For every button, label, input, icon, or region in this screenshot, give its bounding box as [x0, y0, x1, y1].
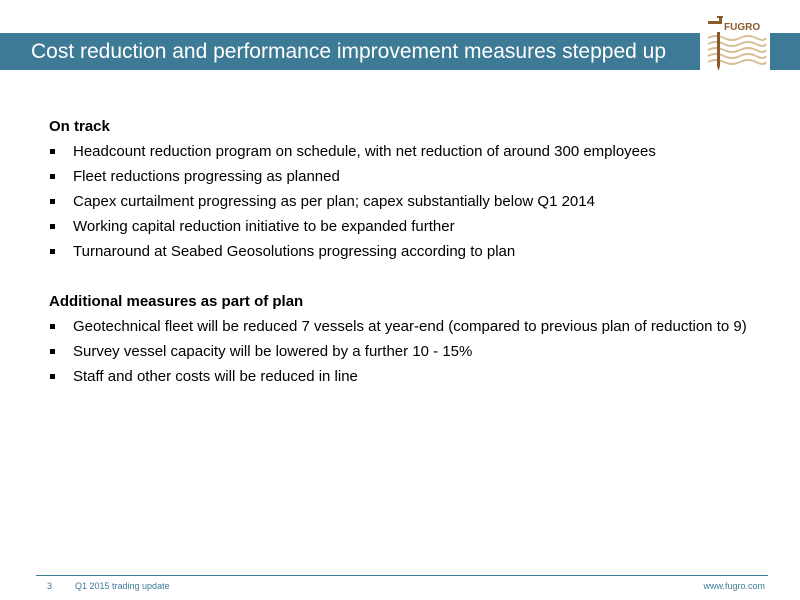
- bullet-square-icon: [50, 374, 55, 379]
- list-item-text: Turnaround at Seabed Geosolutions progressing according to plan: [73, 243, 516, 260]
- svg-text:FUGRO: FUGRO: [724, 22, 761, 33]
- list-item: [49, 168, 656, 186]
- footer-divider: [36, 575, 768, 576]
- list-item-text: Capex curtailment progressing as per plan; capex substantially below Q1 2014: [73, 193, 595, 210]
- footer-doc-title: Q1 2015 trading update: [75, 581, 170, 591]
- bullet-square-icon: [50, 174, 55, 179]
- list-item: [49, 143, 656, 161]
- list-item: [49, 343, 747, 361]
- section-on-track: [49, 118, 656, 268]
- bullet-list: [49, 143, 656, 261]
- list-item-text: Survey vessel capacity will be lowered by a further 10 - 15%: [73, 343, 473, 360]
- bullet-square-icon: [50, 149, 55, 154]
- bullet-square-icon: [50, 249, 55, 254]
- list-item: [49, 243, 656, 261]
- section-heading: Additional measures as part of plan: [49, 293, 304, 310]
- section-additional-measures: [49, 293, 747, 393]
- fugro-logo: [700, 14, 770, 76]
- list-item: [49, 368, 747, 386]
- slide-title: Cost reduction and performance improvement measures stepped up: [31, 40, 667, 63]
- list-item-text: Staff and other costs will be reduced in line: [73, 368, 358, 385]
- bullet-square-icon: [50, 324, 55, 329]
- footer-url[interactable]: www.fugro.com: [703, 581, 765, 591]
- bullet-square-icon: [50, 199, 55, 204]
- bullet-square-icon: [50, 224, 55, 229]
- section-heading: On track: [49, 118, 110, 135]
- list-item-text: Fleet reductions progressing as planned: [73, 168, 340, 185]
- list-item-text: Geotechnical fleet will be reduced 7 vessels at year-end (compared to previous plan of reduction to 9): [73, 318, 747, 335]
- list-item-text: Headcount reduction program on schedule, with net reduction of around 300 employees: [73, 143, 656, 160]
- page-number: 3: [47, 581, 53, 591]
- list-item-text: Working capital reduction initiative to be expanded further: [73, 218, 455, 235]
- list-item: [49, 318, 747, 336]
- list-item: [49, 193, 656, 211]
- bullet-square-icon: [50, 349, 55, 354]
- title-bar: [0, 33, 800, 70]
- list-item: [49, 218, 656, 236]
- bullet-list: [49, 318, 747, 386]
